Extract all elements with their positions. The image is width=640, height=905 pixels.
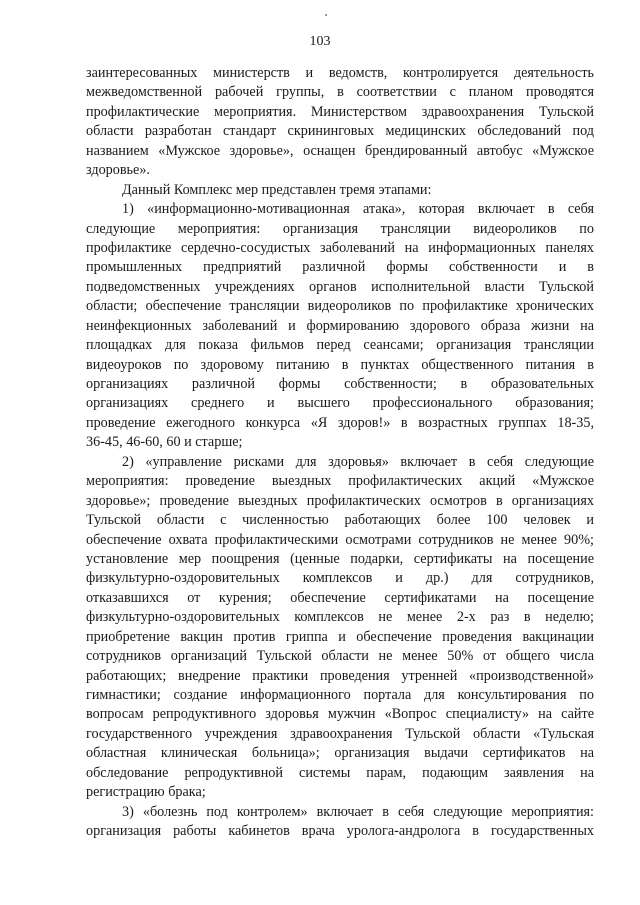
text-line: профилактике сердечно-сосудистых заболеваний на информационных панелях: [86, 239, 594, 256]
text-line: области разработан стандарт скрининговых медицинских обследований под: [86, 123, 594, 140]
text-line: названием «Мужское здоровье», оснащен брендированный автобус «Мужское: [86, 142, 594, 159]
text-line: гимнастики; создание информационного портала для консультирования по: [86, 687, 594, 703]
text-line: неинфекционных заболеваний и формированию здорового образа жизни на: [86, 317, 594, 334]
text-line: видеоуроков по здоровому питанию в пунктах общественного питания в: [86, 356, 594, 373]
text-line: приобретение вакцин против гриппа и обеспечение проведения вакцинации: [86, 628, 594, 645]
text-line: установление мер поощрения (ценные подарки, сертификаты на посещение: [86, 550, 594, 567]
text-line: организациях различной формы собственности; в образовательных: [86, 376, 594, 392]
text-line: регистрацию брака;: [86, 784, 206, 801]
text-line: физкультурно-оздоровительных комплексов и др.) для сотрудников,: [86, 570, 594, 587]
text-line: Тульской области с численностью работающих более 100 человек и: [86, 512, 594, 529]
text-line: организациях среднего и высшего профессионального образования;: [86, 395, 594, 412]
text-line: сотрудников организаций Тульской области не менее 50% от общего числа: [86, 648, 594, 665]
text-line: промышленных предприятий различной формы собственности и в: [86, 259, 594, 276]
text-line: области; обеспечение трансляции видеороликов по профилактике хронических: [86, 298, 594, 315]
text-line: областная клиническая больница»; организация выдачи сертификатов на: [86, 745, 594, 762]
text-line: здоровье».: [86, 162, 150, 179]
text-line: работающих; внедрение практики проведения утренней «производственной»: [86, 667, 594, 684]
text-line: 3) «болезнь под контролем» включает в себя следующие мероприятия:: [122, 803, 594, 820]
text-line: Данный Комплекс мер представлен тремя этапами:: [122, 181, 432, 198]
text-line: физкультурно-оздоровительных комплексов не менее 2-х раз в неделю;: [86, 609, 594, 626]
text-line: 1) «информационно-мотивационная атака», которая включает в себя: [122, 201, 594, 218]
text-line: 2) «управление рисками для здоровья» включает в себя следующие: [122, 453, 594, 470]
text-line: следующие мероприятия: организация трансляции видеороликов по: [86, 220, 594, 237]
text-line: подведомственных учреждениях органов исполнительной власти Тульской: [86, 278, 594, 295]
text-line: 36-45, 46-60, 60 и старше;: [86, 434, 243, 451]
text-line: обеспечение охвата профилактическими осмотрами сотрудников не менее 90%;: [86, 531, 594, 548]
text-line: мероприятия: проведение выездных профилактических акций «Мужское: [86, 473, 594, 490]
text-line: заинтересованных министерств и ведомств, контролируется деятельность: [86, 65, 594, 81]
page-number: 103: [309, 34, 331, 49]
text-line: проведение ежегодного конкурса «Я здоров!» в возрастных группах 18-35,: [86, 414, 594, 431]
text-line: площадках для показа фильмов перед сеансами; организация трансляции: [86, 337, 594, 354]
text-line: государственного учреждения здравоохранения Тульской области «Тульская: [86, 725, 594, 742]
text-line: профилактические мероприятия. Министерством здравоохранения Тульской: [86, 103, 594, 120]
text-line: обследование репродуктивной системы парам, подающим заявления на: [86, 764, 594, 781]
text-line: вопросам репродуктивного здоровья мужчин «Вопрос специалисту» на сайте: [86, 706, 594, 723]
scan-speck: [325, 14, 327, 16]
text-line: организация работы кабинетов врача уролога-андролога в государственных: [86, 823, 594, 840]
text-line: здоровье»; проведение выездных профилактических осмотров в организациях: [86, 492, 594, 509]
text-line: межведомственной рабочей группы, в соответствии с планом проводятся: [86, 84, 594, 101]
text-line: отказавшихся от курения; обеспечение сертификатами на посещение: [86, 589, 594, 606]
body-text: [86, 64, 594, 842]
